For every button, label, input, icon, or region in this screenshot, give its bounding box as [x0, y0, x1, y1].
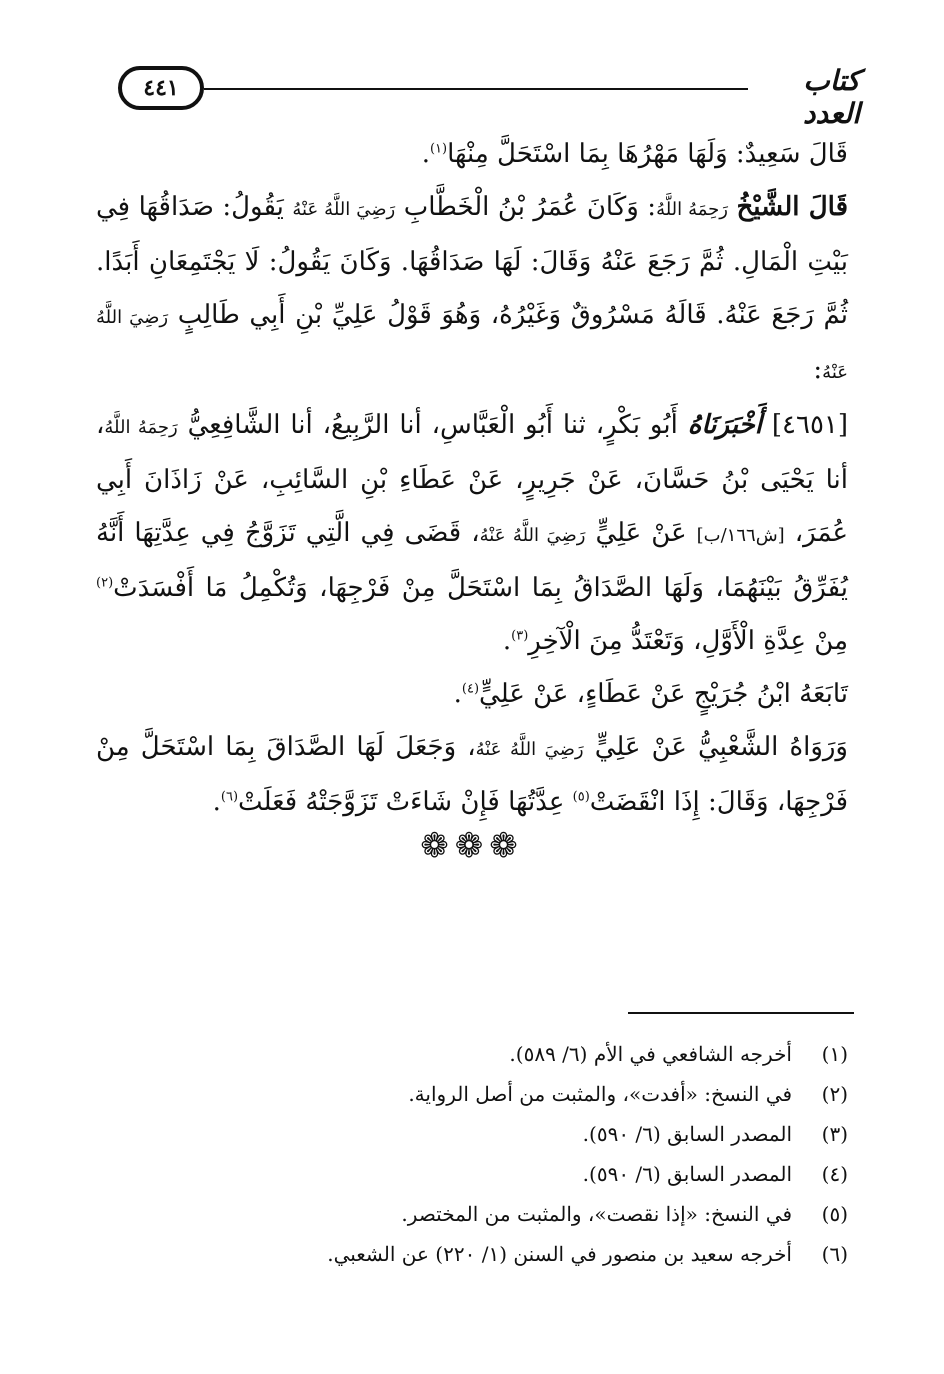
p5-text1: وَرَوَاهُ الشَّعْبِيُّ عَنْ عَلِيٍّ	[594, 732, 848, 762]
page-number	[118, 66, 204, 110]
p2-end: :	[813, 355, 823, 385]
footnote-rule	[628, 1012, 854, 1014]
footnote-number: (١)	[821, 1042, 848, 1066]
footnote-text: المصدر السابق (٦/ ٥٩٠).	[582, 1162, 792, 1186]
footnote-item	[300, 1034, 848, 1074]
p1-text: قَالَ سَعِيدٌ: وَلَهَا مَهْرُهَا بِمَا اسْتَحَلَّ مِنْهَا	[447, 139, 848, 169]
footnote-item	[300, 1154, 848, 1194]
footnote-item	[300, 1194, 848, 1234]
section-ornaments: ❁❁❁	[420, 826, 524, 866]
p1-end: .	[421, 139, 430, 169]
footnote-ref-5[interactable]: (٥)	[572, 789, 590, 805]
p4-end: .	[453, 679, 462, 709]
p5-text3: عِدَّتُهَا فَإِنْ شَاءَتْ تَزَوَّجَتْهُ فَعَلَتْ	[238, 787, 565, 817]
footnote-text: في النسخ: «أفدت»، والمثبت من أصل الرواية.	[408, 1082, 792, 1106]
p3-end: .	[502, 626, 512, 656]
paragraph-1	[96, 128, 848, 181]
p3-text4: ، قَضَى فِي الَّتِي تَزَوَّجُ فِي عِدَّتِهَا أَنَّهُ يُفَرِّقُ بَيْنَهُمَا، وَلَهَا الصَّدَاقُ بِمَا اسْتَحَلَّ مِنْ فَرْجِهَا، وَتُكْمِلُ مَا أَفْسَدَتْ	[96, 518, 848, 603]
main-text	[96, 128, 848, 829]
p2-lead: قَالَ الشَّيْخُ	[736, 192, 849, 222]
paragraph-3	[96, 399, 848, 668]
header-rule	[204, 88, 748, 90]
footnote-text: في النسخ: «إذا نقصت»، والمثبت من المختصر.	[401, 1202, 792, 1226]
footnote-number: (٣)	[821, 1122, 848, 1146]
p3-text2: ، أنا يَحْيَى بْنُ حَسَّانَ، عَنْ جَرِيرٍ، عَنْ عَطَاءِ بْنِ السَّائِبِ، عَنْ زَاذَانَ أَبِي عُمَرَ،	[96, 410, 848, 548]
footnote-number: (٥)	[821, 1202, 848, 1226]
footnote-ref-1[interactable]: (١)	[429, 141, 448, 157]
paragraph-4	[96, 668, 848, 721]
footnote-number: (٢)	[821, 1082, 848, 1106]
footnote-item	[300, 1114, 848, 1154]
hadith-number: [٤٦٥١]	[771, 410, 849, 440]
paragraph-5	[96, 721, 848, 829]
footnote-text: أخرجه الشافعي في الأم (٦/ ٥٨٩).	[509, 1042, 792, 1066]
footnotes	[300, 1034, 848, 1274]
footnote-ref-2[interactable]: (٢)	[96, 575, 114, 591]
footnote-ref-4[interactable]: (٤)	[461, 681, 480, 697]
akhbarana: أَخْبَرَنَاهُ	[687, 410, 762, 440]
honorific-glyph: رَضِيَ اللَّهُ عَنْهُ	[292, 199, 396, 220]
honorific-glyph: رَحِمَهُ اللَّهُ	[104, 417, 178, 438]
paragraph-2	[96, 181, 848, 399]
footnote-item	[300, 1074, 848, 1114]
footnote-number: (٤)	[821, 1162, 848, 1186]
honorific-glyph: رَحِمَهُ اللَّهُ	[656, 199, 728, 220]
footnote-text: المصدر السابق (٦/ ٥٩٠).	[582, 1122, 792, 1146]
page-number-text: ٤٤١	[143, 75, 179, 101]
footnote-ref-6[interactable]: (٦)	[220, 789, 239, 805]
p2-mid1: : وَكَانَ عُمَرُ بْنُ الْخَطَّابِ	[403, 192, 657, 222]
honorific-glyph: رَضِيَ اللَّهُ عَنْهُ	[475, 739, 584, 760]
page-header	[100, 62, 860, 130]
footnote-number: (٦)	[821, 1242, 848, 1266]
manuscript-ref: [ش١٦٦/ب]	[696, 525, 785, 546]
footnote-text: أخرجه سعيد بن منصور في السنن (١/ ٢٢٠) عن الشعبي.	[327, 1242, 792, 1266]
honorific-glyph: رَضِيَ اللَّهُ عَنْهُ	[96, 307, 848, 383]
footnote-ref-3[interactable]: (٣)	[511, 628, 529, 644]
book-title: كتاب العدد	[803, 64, 860, 130]
p5-end: .	[212, 787, 221, 817]
p3-text5: مِنْ عِدَّةِ الْأَوَّلِ، وَتَعْتَدُّ مِنَ الْآخِرِ	[528, 626, 848, 656]
p2-mid2: يَقُولُ: صَدَاقُهَا فِي بَيْتِ الْمَالِ. ثُمَّ رَجَعَ عَنْهُ وَقَالَ: لَهَا صَدَاقُهَا. وَكَانَ يَقُولُ: لَا يَجْتَمِعَانِ أَبَدًا. ثُمَّ رَجَعَ عَنْهُ. قَالَهُ مَسْرُوقٌ وَغَيْرُهُ، وَهُوَ قَوْلُ عَلِيِّ بْنِ أَبِي طَالِبٍ	[96, 192, 849, 330]
p5-text2: ، وَجَعَلَ لَهَا الصَّدَاقَ بِمَا اسْتَحَلَّ مِنْ فَرْجِهَا، وَقَالَ: إِذَا انْقَضَتْ	[96, 732, 848, 817]
p3-text3: عَنْ عَلِيٍّ	[595, 518, 687, 548]
p4-text: تَابَعَهُ ابْنُ جُرَيْجٍ عَنْ عَطَاءٍ، عَنْ عَلِيٍّ	[479, 679, 848, 709]
honorific-glyph: رَضِيَ اللَّهُ عَنْهُ	[479, 525, 586, 546]
p3-text1: أَبُو بَكْرٍ، ثنا أَبُو الْعَبَّاسِ، أنا الرَّبِيعُ، أنا الشَّافِعِيُّ	[187, 410, 678, 440]
footnote-item	[300, 1234, 848, 1274]
